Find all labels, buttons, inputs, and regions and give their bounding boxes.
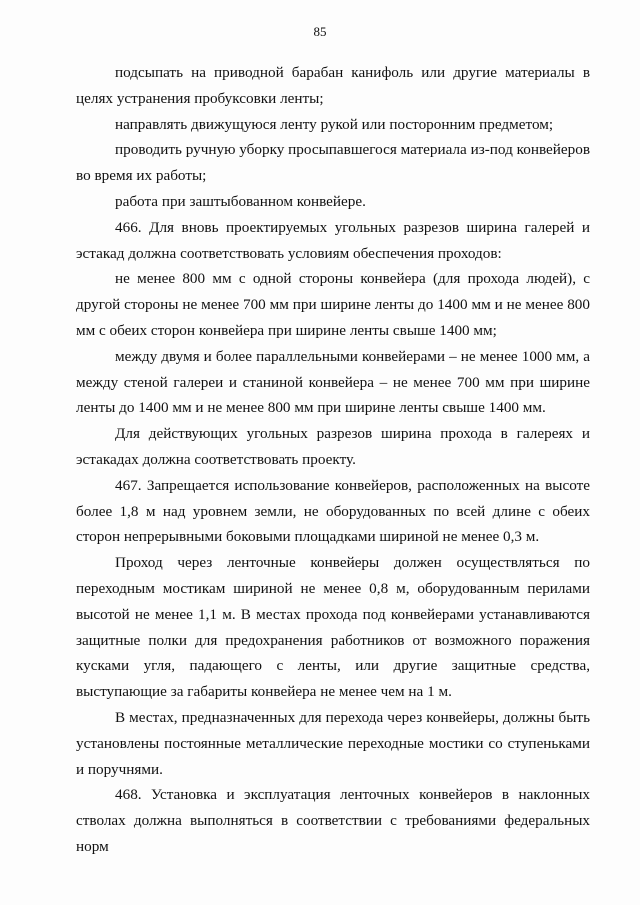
paragraph: 468. Установка и эксплуатация ленточных конвейеров в наклонных стволах должна выполняться в соответствии с требованиями федеральных норм bbox=[76, 786, 590, 855]
paragraph: В местах, предназначенных для перехода через конвейеры, должны быть установлены постоянные металлические переходные мостики со ступеньками и поручнями. bbox=[76, 708, 590, 778]
paragraph: 467. Запрещается использование конвейеров, расположенных на высоте более 1,8 м над уровнем земли, не оборудованных по всей длине с обеих сторон непрерывными боковыми площадками шириной не менее 0,3 м. bbox=[76, 476, 590, 546]
paragraph: проводить ручную уборку просыпавшегося материала из-под конвейеров во время их работы; bbox=[76, 141, 590, 185]
document-body bbox=[76, 60, 590, 860]
paragraph: работа при заштыбованном конвейере. bbox=[115, 192, 366, 210]
paragraph: Проход через ленточные конвейеры должен осуществляться по переходным мостикам шириной не менее 0,8 м, оборудованным перилами высотой не менее 1,1 м. В местах прохода под конвейерами устанавливаются защитные полки для предохранения работников от возможного поражения кусками угля, падающего с ленты, или другие защитные средства, выступающие за габариты конвейера не менее чем на 1 м. bbox=[76, 554, 590, 701]
paragraph: подсыпать на приводной барабан канифоль или другие материалы в целях устранения пробуксовки ленты; bbox=[76, 64, 590, 107]
paragraph: не менее 800 мм с одной стороны конвейера (для прохода людей), с другой стороны не менее 700 мм при ширине ленты до 1400 мм и не менее 800 мм с обеих сторон конвейера при ширине ленты свыше 1400 мм; bbox=[76, 270, 590, 339]
page-number: 85 bbox=[313, 24, 327, 39]
paragraph: между двумя и более параллельными конвейерами – не менее 1000 мм, а между стеной галереи и станиной конвейера – не менее 700 мм при ширине ленты до 1400 мм и не менее 800 мм при ширине ленты свыше 1400 мм. bbox=[76, 347, 590, 417]
paragraph: Для действующих угольных разрезов ширина прохода в галереях и эстакадах должна соответствовать проекту. bbox=[76, 425, 590, 468]
paragraph: 466. Для вновь проектируемых угольных разрезов ширина галерей и эстакад должна соответствовать условиям обеспечения проходов: bbox=[76, 218, 590, 262]
paragraph: направлять движущуюся ленту рукой или посторонним предметом; bbox=[115, 115, 554, 133]
